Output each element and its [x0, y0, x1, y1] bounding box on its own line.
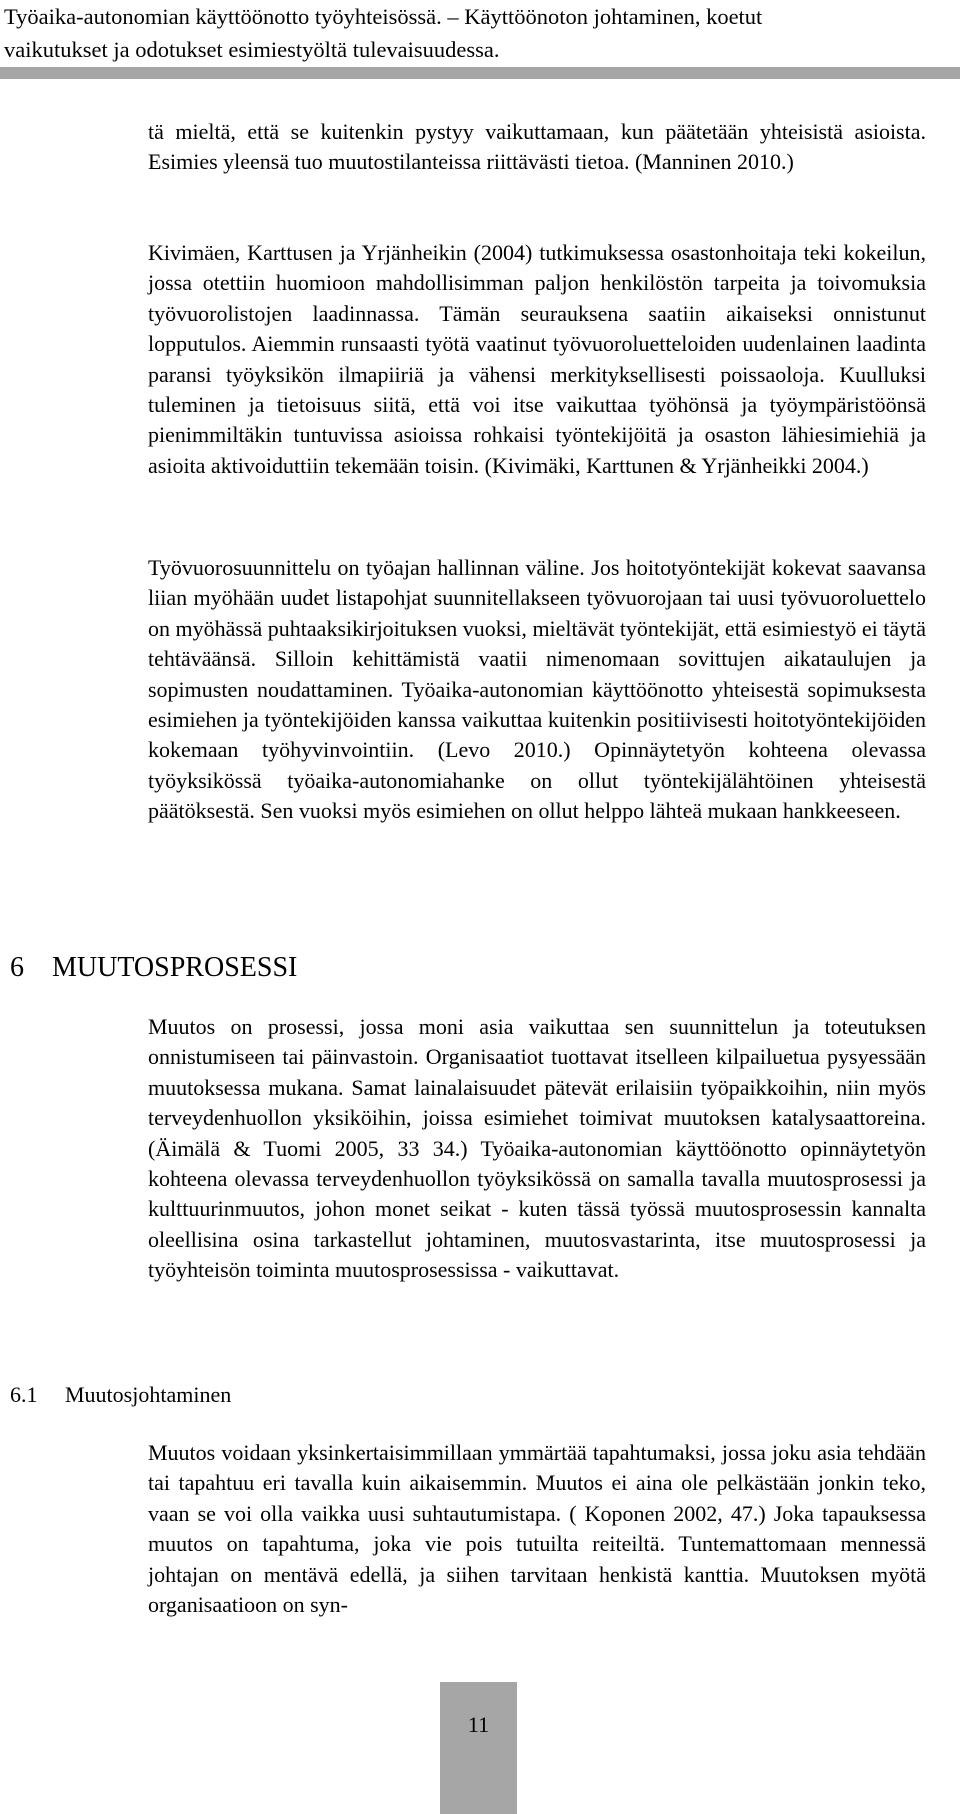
section-title: MUUTOSPROSESSI [52, 952, 298, 983]
paragraph-change-management: Muutos voidaan yksinkertaisimmillaan ymmärtää tapahtumaksi, jossa joku asia tehdään tai tapahtuu eri tavalla kuin aikaisemmin. Muutos ei aina ole pelkästään jonkin teko, vaan se voi olla vaikka uusi suhtautumistapa. ( Koponen 2002, 47.) Joka tapauksessa muutos on tapahtuma, joka vie pois tutuilta reiteiltä. Tuntemattomaan mennessä johtajan on mentävä edellä, ja siihen tarvitaan henkistä kanttia. Muutoksen myötä organisaatioon on syn- [148, 1440, 926, 1618]
section-number: 6 [10, 952, 24, 983]
paragraph-continuation: tä mieltä, että se kuitenkin pystyy vaikuttamaan, kun päätetään yhteisistä asioista. Esimies yleensä tuo muutostilanteissa riittävästi tietoa. (Manninen 2010.) [148, 119, 926, 175]
paragraph-shift-planning: Työvuorosuunnittelu on työajan hallinnan väline. Jos hoitotyöntekijät kokevat saavansa liian myöhään uudet listapohjat suunnitellakseen työvuorojaan tai uusi työvuoroluettelo on myöhässä puhtaaksikirjoituksen vuoksi, mieltävät työntekijät, että esimiestyö ei täytä tehtäväänsä. Silloin kehittämistä vaatii nimenomaan sovittujen aikataulujen ja sopimusten noudattaminen. Työaika-autonomian käyttöönotto yhteisestä sopimuksesta esimiehen ja työntekijöiden kanssa vaikuttaa kuitenkin positiivisesti hoitotyöntekijöiden kokemaan työhyvinvointiin. (Levo 2010.) Opinnäytetyön kohteena olevassa työyksikössä työaika-autonomiahanke on ollut työntekijälähtöinen yhteisestä päätöksestä. Sen vuoksi myös esimiehen on ollut helppo lähteä mukaan hankkeeseen. [148, 555, 926, 824]
subsection-title: Muutosjohtaminen [65, 1382, 232, 1407]
header-line-1: Työaika-autonomian käyttöönotto työyhteisössä. – Käyttöönoton johtaminen, koetut [4, 4, 763, 29]
subsection-heading [10, 1380, 231, 1410]
running-header [0, 0, 960, 66]
section-heading [10, 950, 297, 986]
page-number: 11 [467, 1712, 490, 1737]
paragraph-change-process: Muutos on prosessi, jossa moni asia vaikuttaa sen suunnittelun ja toteutuksen onnistumiseen tai päinvastoin. Organisaatiot tuottavat itselleen kilpailuetua pysyessään muutoksessa mukana. Samat lainalaisuudet pätevät erilaisiin työpaikkoihin, niin myös terveydenhuollon yksiköihin, joissa esimiehet toimivat muutoksen katalysaattoreina. (Äimälä & Tuomi 2005, 33 34.) Työaika-autonomian käyttöönotto opinnäytetyön kohteena olevassa terveydenhuollon työyksikössä on samalla tavalla muutosprosessi ja kulttuurinmuutos, johon monet seikat - kuten tässä työssä muutosprosessin kannalta oleellisina osina tarkastellut johtaminen, muutosvastarinta, itse muutosprosessi ja työyhteisön toiminta muutosprosessissa - vaikuttavat. [148, 1014, 926, 1283]
header-divider [0, 67, 960, 79]
paragraph-kivimaki-study: Kivimäen, Karttusen ja Yrjänheikin (2004) tutkimuksessa osastonhoitaja teki kokeilun, jossa otettiin huomioon mahdollisimman paljon henkilöstön tarpeita ja toivomuksia työvuorolistojen laadinnassa. Tämän seurauksena saatiin aikaiseksi onnistunut lopputulos. Aiemmin runsaasti työtä vaatinut työvuoroluetteloiden uudenlainen laadinta paransi työyksikön ilmapiiriä ja vähensi merkityksellisesti poissaoloja. Kuulluksi tuleminen ja tietoisuus siitä, että voi itse vaikuttaa työhönsä ja työympäristöönsä pienimmiltäkin tuntuvissa asioissa rohkaisi työntekijöitä ja osaston lähiesimiehiä ja asioita aktivoiduttiin tekemään toisin. (Kivimäki, Karttunen & Yrjänheikki 2004.) [148, 240, 926, 478]
subsection-number: 6.1 [10, 1382, 38, 1407]
header-line-2: vaikutukset ja odotukset esimiestyöltä tulevaisuudessa. [4, 37, 500, 62]
page-number-box [440, 1682, 517, 1814]
